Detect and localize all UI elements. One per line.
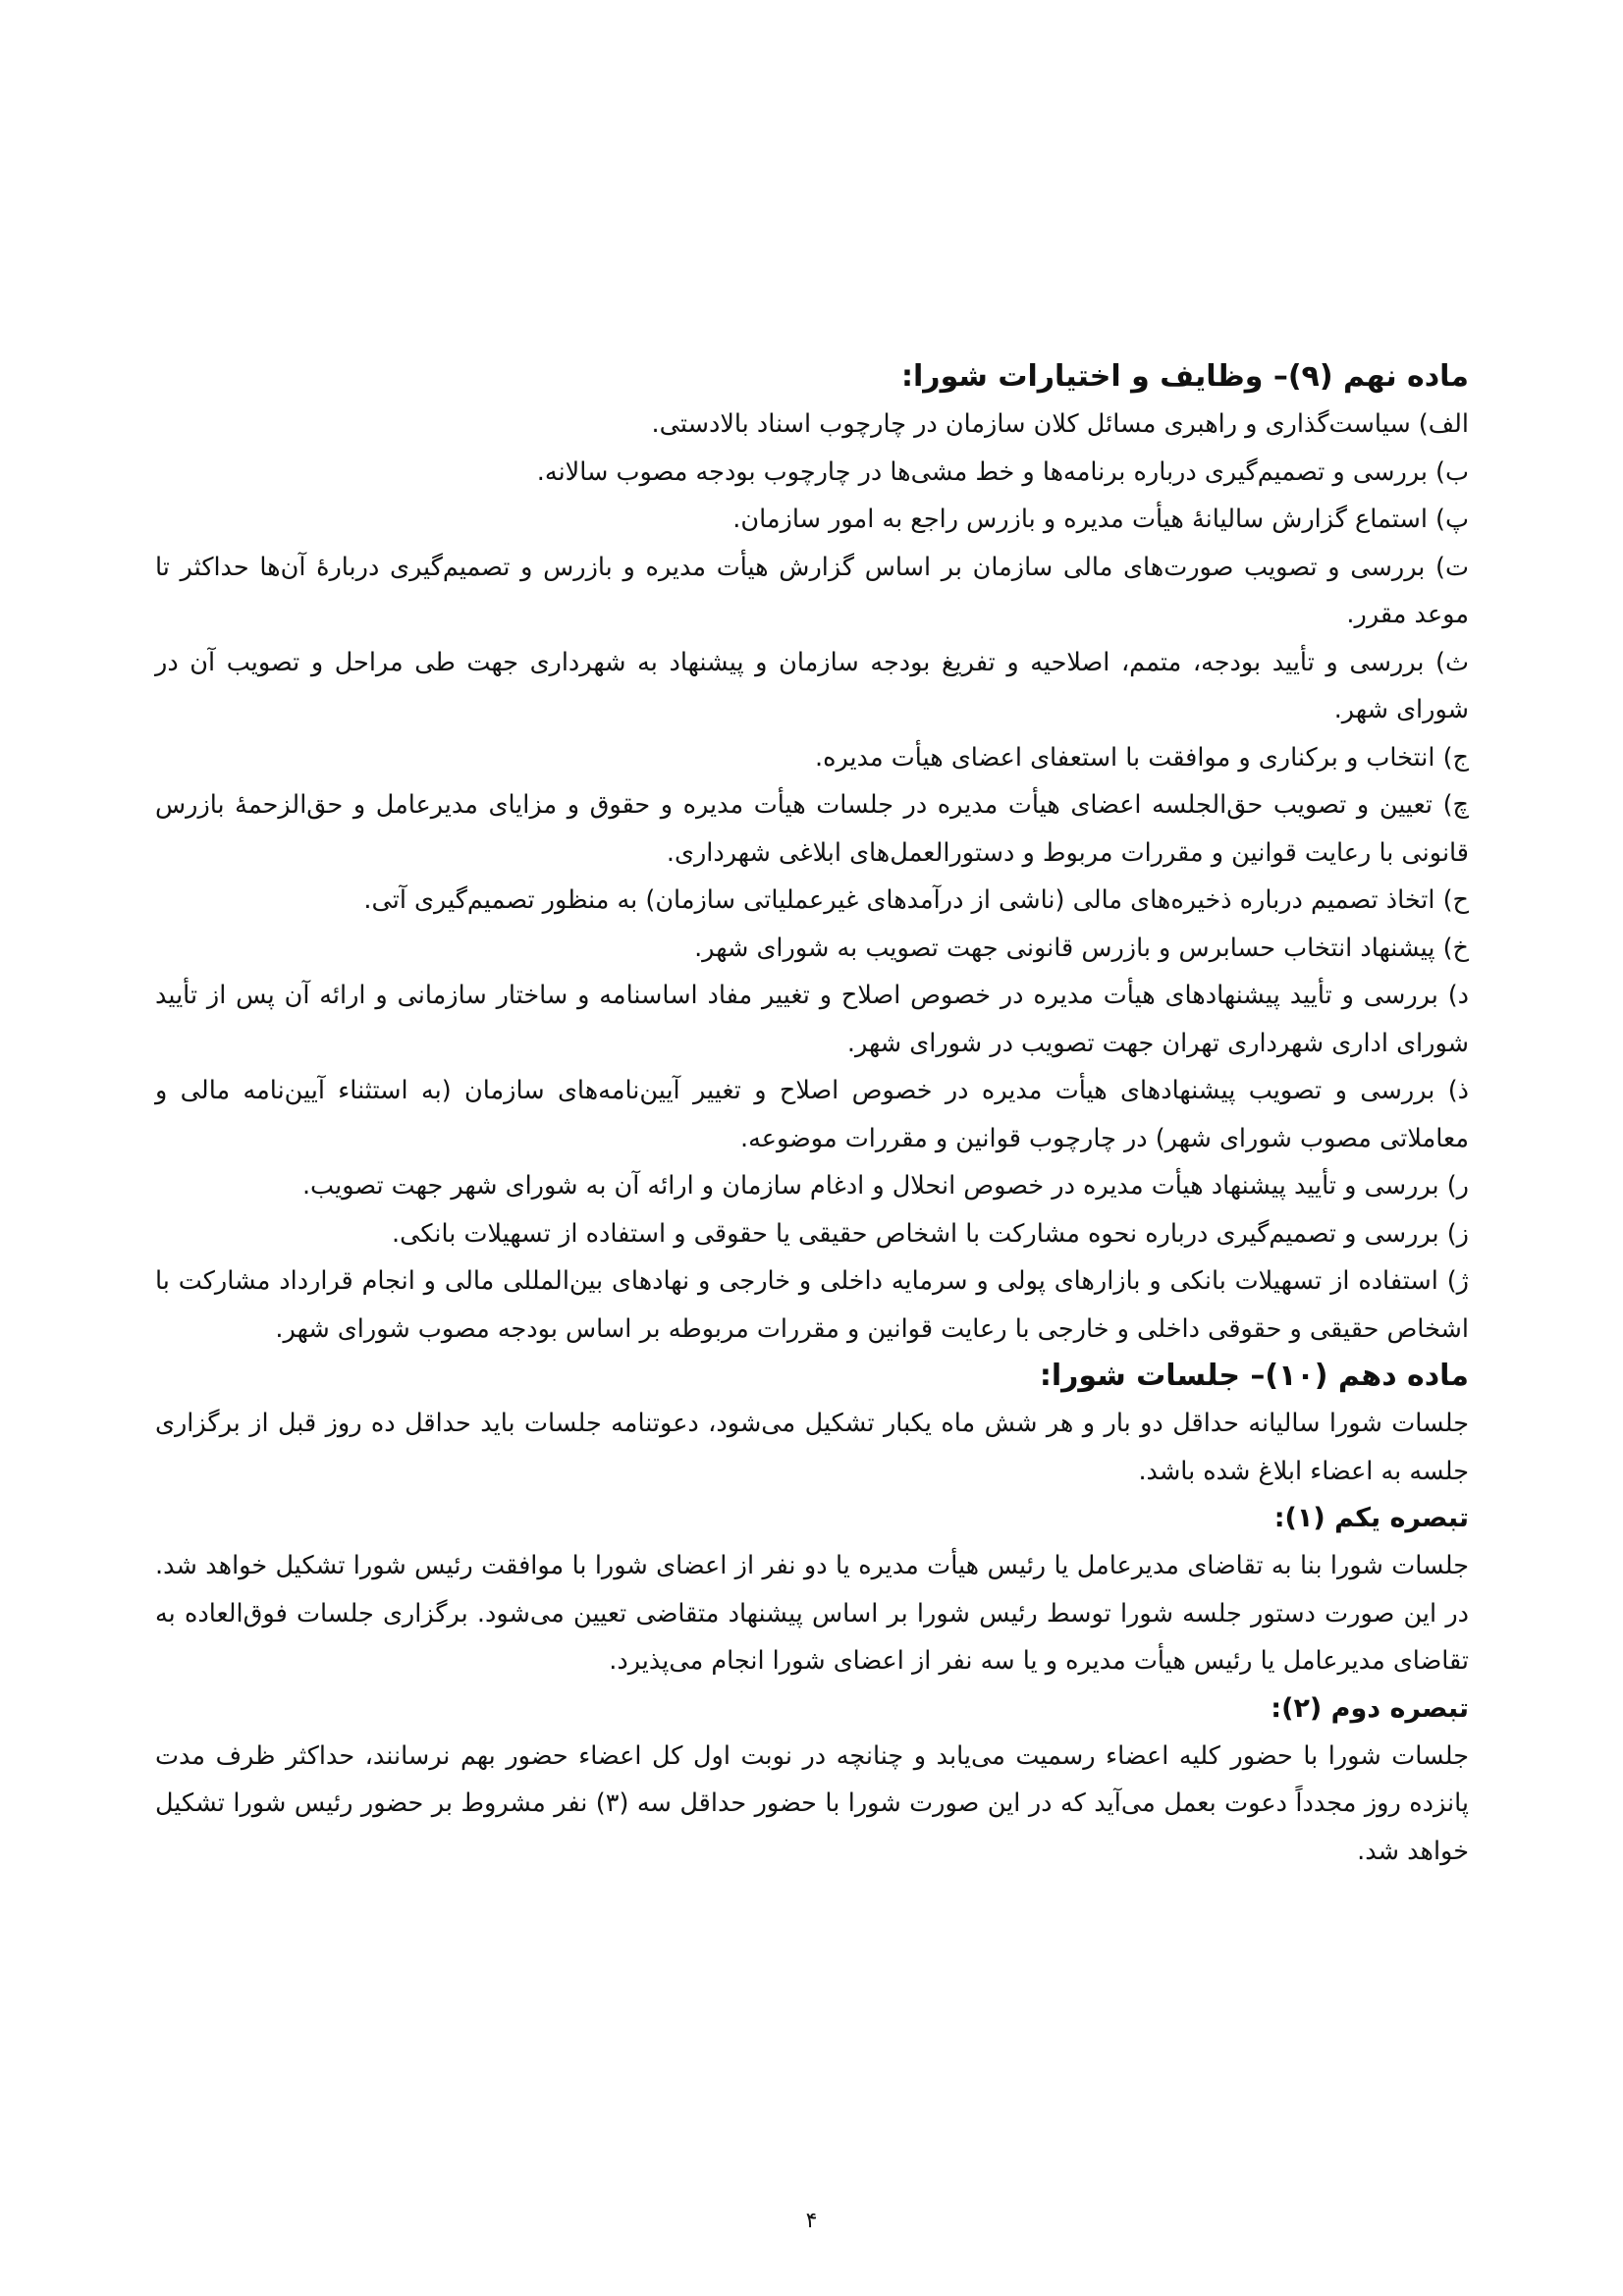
article-9-item-zal: ذ) بررسی و تصویب پیشنهادهای هیأت مدیره در خصوص اصلاح و تغییر آیین‌نامه‌های سازمان (به استثناء آیین‌نامه مالی و معاملاتی مصوب شورای شهر) در چارچوب قوانین و مقررات موضوعه.: [155, 1076, 1469, 1153]
article-9-item-zhe: ژ) استفاده از تسهیلات بانکی و بازارهای پولی و سرمایه داخلی و خارجی و نهادهای بین‌المللی مالی و انجام قرارداد مشارکت با اشخاص حقیقی و حقوقی داخلی و خارجی با رعایت قوانین و مقررات مربوطه بر اساس بودجه مصوب شورای شهر.: [155, 1266, 1469, 1344]
article-9-item-alef: الف) سیاست‌گذاری و راهبری مسائل کلان سازمان در چارچوب اسناد بالادستی.: [651, 409, 1469, 439]
article-10-intro: جلسات شورا سالیانه حداقل دو بار و هر شش ماه یکبار تشکیل می‌شود، دعوتنامه جلسات باید حداقل ده روز قبل از برگزاری جلسه به اعضاء ابلاغ شده باشد.: [155, 1409, 1469, 1486]
note-1-text: جلسات شورا بنا به تقاضای مدیرعامل یا رئیس هیأت مدیره یا دو نفر از اعضای شورا با موافقت رئیس شورا تشکیل خواهد شد. در این صورت دستور جلسه شورا توسط رئیس شورا بر اساس پیشنهاد متقاضی تعیین می‌شود. برگزاری جلسات فوق‌العاده به تقاضای مدیرعامل یا رئیس هیأت مدیره و یا سه نفر از اعضای شورا انجام می‌پذیرد.: [155, 1551, 1469, 1676]
article-9-item-che: چ) تعیین و تصویب حق‌الجلسه اعضای هیأت مدیره در جلسات هیأت مدیره و حقوق و مزایای مدیرعامل و حق‌الزحمهٔ بازرس قانونی با رعایت قوانین و مقررات مربوط و دستورالعمل‌های ابلاغی شهرداری.: [155, 790, 1469, 868]
article-9-item-ze: ز) بررسی و تصمیم‌گیری درباره نحوه مشارکت با اشخاص حقیقی یا حقوقی و استفاده از تسهیلات بانکی.: [391, 1218, 1469, 1249]
article-9-item-be: ب) بررسی و تصمیم‌گیری درباره برنامه‌ها و خط مشی‌ها در چارچوب بودجه مصوب سالانه.: [536, 456, 1469, 487]
article-9-item-se: ث) بررسی و تأیید بودجه، متمم، اصلاحیه و تفریغ بودجه سازمان و پیشنهاد به شهرداری جهت طی مراحل و تصویب آن در شورای شهر.: [155, 647, 1469, 724]
note-2-heading: تبصره دوم (۲):: [1271, 1692, 1469, 1724]
article-9-item-he: ح) اتخاذ تصمیم درباره ذخیره‌های مالی (ناشی از درآمدهای غیرعملیاتی سازمان) به منظور تصمیم‌گیری آتی.: [363, 885, 1469, 915]
page-number: ۴: [805, 2209, 818, 2233]
article-9-heading: ماده نهم (۹)– وظایف و اختیارات شورا:: [901, 359, 1469, 394]
note-1-heading: تبصره یکم (۱):: [1273, 1503, 1469, 1533]
note-2-text: جلسات شورا با حضور کلیه اعضاء رسمیت می‌یابد و چنانچه در نوبت اول کل اعضاء حضور بهم نرسانند، حداکثر ظرف مدت پانزده روز مجدداً دعوت بعمل می‌آید که در این صورت شورا با حضور حداقل سه (۳) نفر مشروط بر حضور رئیس شورا تشکیل خواهد شد.: [155, 1740, 1469, 1866]
article-9-item-dal: د) بررسی و تأیید پیشنهادهای هیأت مدیره در خصوص اصلاح و تغییر مفاد اساسنامه و ساختار سازمانی و ارائه آن پس از تأیید شورای اداری شهرداری تهران جهت تصویب در شورای شهر.: [155, 981, 1469, 1058]
article-9-item-te: ت) بررسی و تصویب صورت‌های مالی سازمان بر اساس گزارش هیأت مدیره و بازرس و تصمیم‌گیری دربارهٔ آن‌ها حداکثر تا موعد مقرر.: [155, 552, 1469, 629]
article-9-item-jim: ج) انتخاب و برکناری و موافقت با استعفای اعضای هیأت مدیره.: [815, 742, 1469, 773]
article-9-item-re: ر) بررسی و تأیید پیشنهاد هیأت مدیره در خصوص انحلال و ادغام سازمان و ارائه آن به شورای شهر جهت تصویب.: [301, 1171, 1469, 1201]
article-9-item-pe: پ) استماع گزارش سالیانهٔ هیأت مدیره و بازرس راجع به امور سازمان.: [732, 505, 1469, 534]
article-9-item-khe: خ) پیشنهاد انتخاب حسابرس و بازرس قانونی جهت تصویب به شورای شهر.: [694, 933, 1469, 963]
article-10-heading: ماده دهم (۱۰)– جلسات شورا:: [1039, 1359, 1469, 1393]
document-body: [155, 353, 1469, 1875]
